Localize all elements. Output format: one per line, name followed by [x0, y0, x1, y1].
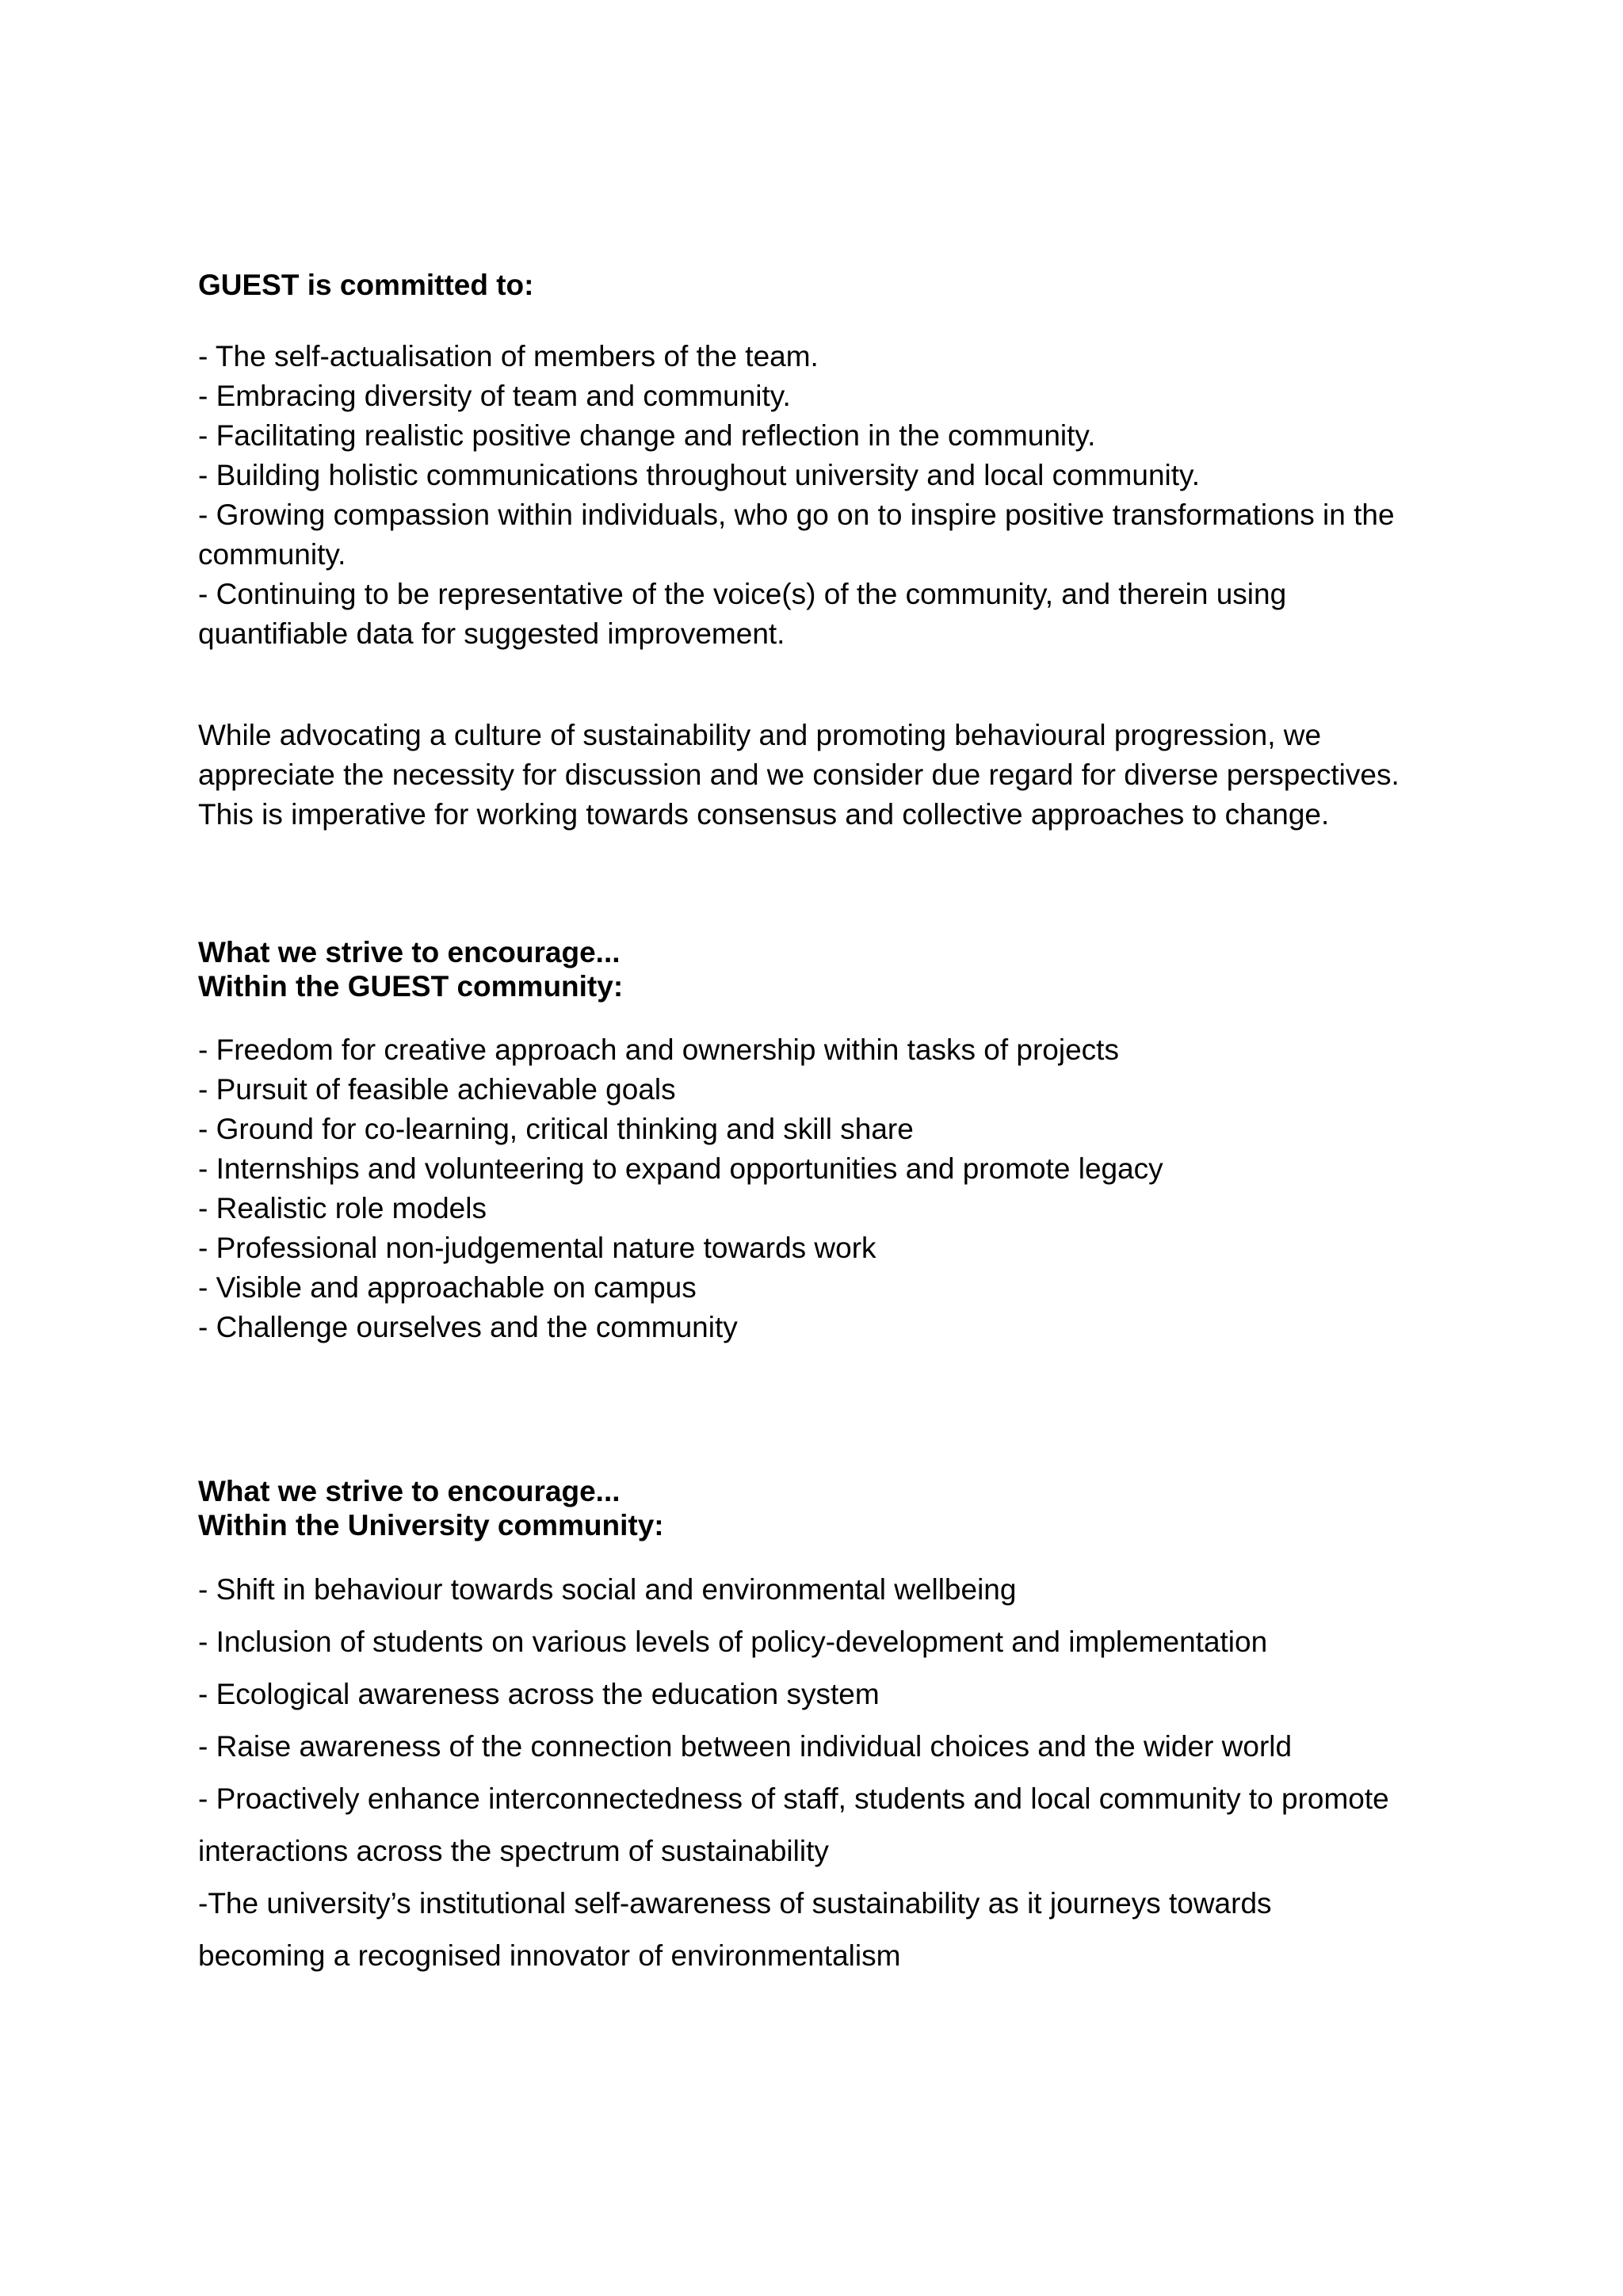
list-item: - Freedom for creative approach and ownership within tasks of projects — [198, 1033, 1119, 1066]
list-item: - Growing compassion within individuals, who go on to inspire positive transformations in the — [198, 499, 1395, 531]
list-item: - Proactively enhance interconnectedness of staff, students and local community to promote — [198, 1782, 1389, 1815]
list-item: - Inclusion of students on various levels of policy-development and implementation — [198, 1626, 1268, 1658]
list-item: - Raise awareness of the connection between individual choices and the wider world — [198, 1730, 1293, 1763]
section-heading: What we strive to encourage... — [198, 936, 621, 968]
list-item-continuation: becoming a recognised innovator of environmentalism — [198, 1939, 901, 1972]
list-item-continuation: quantifiable data for suggested improvement. — [198, 617, 785, 650]
commitment-section — [198, 268, 1466, 302]
section-subheading: Within the University community: — [198, 1509, 664, 1541]
section-heading: GUEST is committed to: — [198, 269, 534, 301]
guest-community-heading — [198, 935, 1466, 1003]
list-item: - The self-actualisation of members of the team. — [198, 340, 819, 372]
university-community-heading — [198, 1474, 1466, 1542]
section-subheading: Within the GUEST community: — [198, 970, 624, 1003]
paragraph-line: While advocating a culture of sustainability and promoting behavioural progression, we — [198, 719, 1322, 751]
list-item: - Realistic role models — [198, 1192, 487, 1224]
paragraph-line: appreciate the necessity for discussion and we consider due regard for diverse perspectives. — [198, 758, 1400, 791]
list-item: - Visible and approachable on campus — [198, 1271, 697, 1304]
body-paragraph — [198, 716, 1466, 835]
list-item: - Pursuit of feasible achievable goals — [198, 1073, 676, 1106]
list-item: - Internships and volunteering to expand opportunities and promote legacy — [198, 1152, 1163, 1185]
list-item: - Facilitating realistic positive change and reflection in the community. — [198, 419, 1096, 452]
commitment-list — [198, 337, 1466, 654]
list-item: - Ground for co-learning, critical thinking and skill share — [198, 1113, 914, 1145]
list-item: - Shift in behaviour towards social and environmental wellbeing — [198, 1573, 1017, 1606]
list-item: -The university’s institutional self-awareness of sustainability as it journeys towards — [198, 1887, 1272, 1920]
university-community-list — [198, 1564, 1466, 1982]
guest-community-list — [198, 1030, 1466, 1347]
list-item: - Building holistic communications throughout university and local community. — [198, 459, 1201, 491]
list-item: - Challenge ourselves and the community — [198, 1311, 738, 1343]
list-item: - Ecological awareness across the education system — [198, 1678, 880, 1710]
list-item-continuation: community. — [198, 538, 346, 571]
list-item: - Continuing to be representative of the voice(s) of the community, and therein using — [198, 578, 1287, 610]
list-item: - Embracing diversity of team and community. — [198, 380, 791, 412]
section-heading: What we strive to encourage... — [198, 1475, 621, 1507]
list-item-continuation: interactions across the spectrum of sustainability — [198, 1835, 829, 1867]
list-item: - Professional non-judgemental nature towards work — [198, 1232, 876, 1264]
paragraph-line: This is imperative for working towards consensus and collective approaches to change. — [198, 798, 1330, 831]
